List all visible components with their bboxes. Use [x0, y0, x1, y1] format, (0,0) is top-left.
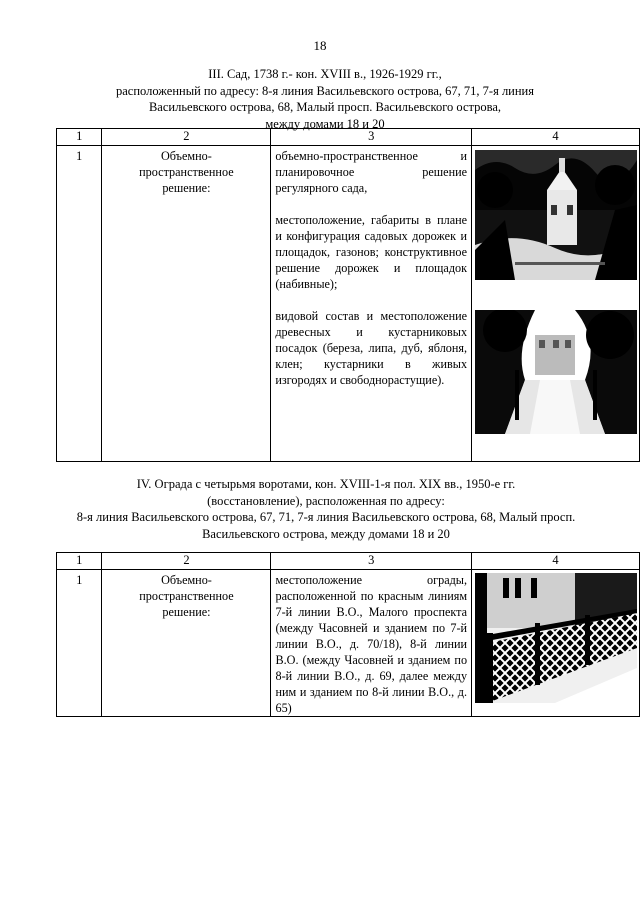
garden-photo — [475, 150, 637, 280]
description-paragraph: местоположение, габариты в плане и конфигурация садовых дорожек и площадок, газонов; конструктивное решение дорожек и площадок (набивные); — [275, 213, 468, 291]
section-3-table — [56, 128, 640, 462]
col-header: 3 — [271, 553, 472, 570]
heading-line: 8-я линия Васильевского острова, 67, 71, 7-я линия Васильевского острова, 68, Малый просп. — [76, 510, 576, 524]
heading-line: (восстановление), расположенная по адресу: — [207, 493, 445, 508]
section-3-heading — [60, 66, 590, 132]
row-number: 1 — [76, 149, 83, 163]
table-header-row — [57, 129, 640, 146]
description-paragraph: местоположение ограды, расположенной по красным линиям 7-й линии В.О., Малого проспекта (между Часовней и зданием по 7-й линии В.О., д. 70/18), 8-й линии В.О. (между Часовней и зданием по 8-й линии В.О., д. 69, далее между ним и зданием по 8-й линии В.О., д. 65) — [275, 573, 468, 715]
element-type: Объемно- пространственное решение: — [139, 149, 234, 195]
col-header: 2 — [102, 129, 271, 146]
page-number: 18 — [313, 38, 327, 53]
table-row — [57, 570, 640, 717]
heading-line: расположенный по адресу: 8-я линия Васильевского острова, 67, 71, 7-я линия — [116, 83, 534, 98]
col-header: 2 — [102, 553, 271, 570]
col-header: 4 — [472, 553, 640, 570]
col-header: 4 — [472, 129, 640, 146]
garden-alley-photo — [475, 310, 637, 434]
section-4-heading — [56, 476, 596, 542]
col-header: 1 — [57, 129, 102, 146]
heading-line: IV. Ограда с четырьмя воротами, кон. XVIII-1-я пол. XIX вв., 1950-е гг. — [136, 477, 516, 491]
section-4-table — [56, 552, 640, 717]
element-type: Объемно- пространственное решение: — [139, 573, 234, 619]
row-number: 1 — [76, 573, 83, 587]
table-header-row — [57, 553, 640, 570]
description-paragraph: объемно-пространственное и планировочное решение регулярного сада, — [275, 149, 468, 195]
fence-photo — [475, 573, 637, 703]
heading-line: Васильевского острова, 68, Малый просп. Васильевского острова, — [148, 100, 502, 114]
description-paragraph: видовой состав и местоположение древесных и кустарниковых посадок (береза, липа, дуб, яблоня, клен; кустарники в живых изгородях и свободнорастущие). — [275, 309, 468, 387]
col-header: 3 — [271, 129, 472, 146]
heading-line: III. Сад, 1738 г.- кон. XVIII в., 1926-1929 гг., — [208, 67, 442, 81]
table-row — [57, 146, 640, 462]
col-header: 1 — [57, 553, 102, 570]
heading-line: между домами 18 и 20 — [265, 116, 385, 131]
heading-line: Васильевского острова, между домами 18 и 20 — [202, 526, 450, 541]
